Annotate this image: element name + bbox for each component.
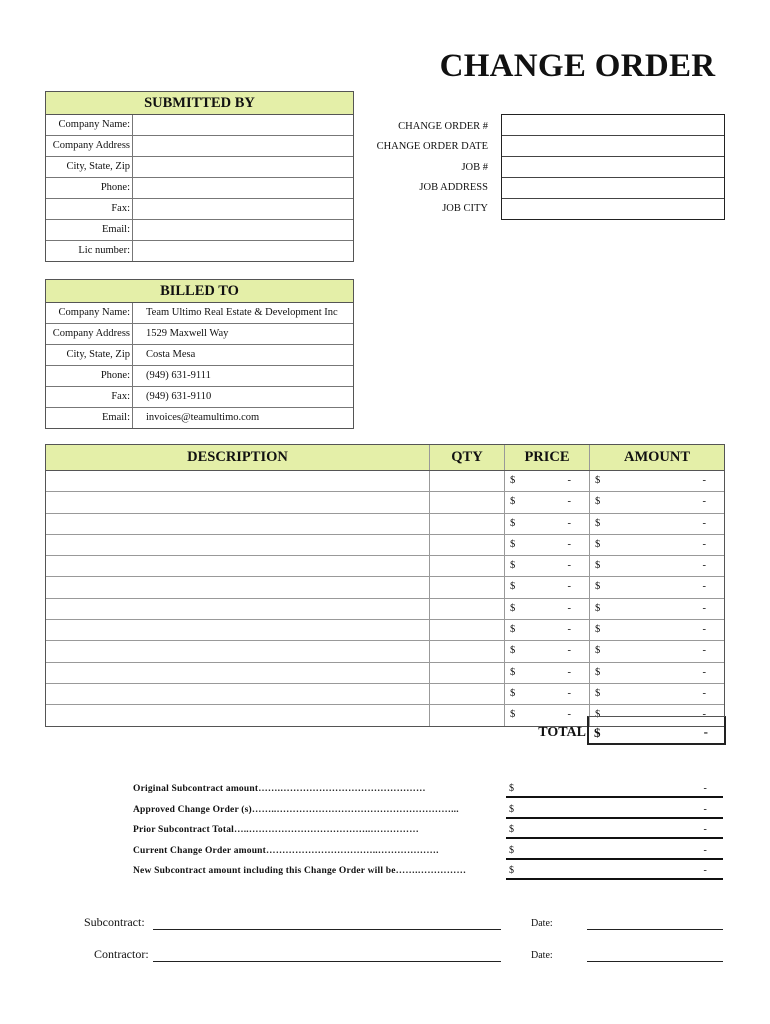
job-city-field[interactable] — [502, 199, 724, 219]
currency-symbol: $ — [510, 709, 516, 721]
job-address-field[interactable] — [502, 178, 724, 199]
amount-value: - — [702, 602, 706, 614]
currency-symbol: $ — [510, 602, 516, 614]
currency-symbol: $ — [595, 602, 601, 614]
qty-cell[interactable] — [430, 663, 505, 683]
qty-cell[interactable] — [430, 492, 505, 512]
field-label: Email: — [46, 220, 133, 240]
price-cell[interactable] — [505, 535, 590, 555]
qty-cell[interactable] — [430, 556, 505, 576]
summary-row — [133, 801, 723, 821]
price-value: - — [567, 687, 571, 699]
submitted-by-table — [45, 91, 354, 262]
subcontract-signature-line[interactable] — [153, 929, 501, 930]
currency-symbol: $ — [509, 845, 515, 856]
amount-value: - — [702, 517, 706, 529]
line-item-row — [46, 514, 724, 535]
description-cell[interactable] — [46, 599, 430, 619]
price-value: - — [567, 581, 571, 593]
currency-symbol: $ — [594, 725, 601, 740]
summary-value-field[interactable] — [506, 862, 723, 880]
description-cell[interactable] — [46, 705, 430, 725]
field-label: Lic number: — [46, 241, 133, 261]
currency-symbol: $ — [510, 475, 516, 486]
total-label: TOTAL — [538, 725, 586, 740]
currency-symbol: $ — [595, 475, 601, 486]
description-cell[interactable] — [46, 471, 430, 491]
summary-value: - — [703, 804, 707, 815]
description-cell[interactable] — [46, 492, 430, 512]
line-item-row — [46, 641, 724, 662]
line-item-row — [46, 556, 724, 577]
description-cell[interactable] — [46, 577, 430, 597]
change-order-date-field[interactable] — [502, 136, 724, 157]
phone-field[interactable] — [133, 178, 353, 198]
total-value: - — [703, 724, 708, 739]
currency-symbol: $ — [509, 824, 515, 835]
summary-label: Original Subcontract amount…….……………………………………… — [133, 784, 426, 794]
city-state-zip-field[interactable] — [133, 157, 353, 177]
summary-value-field[interactable] — [506, 842, 723, 860]
subcontract-signature-label: Subcontract: — [84, 915, 145, 929]
amount-cell — [590, 620, 724, 640]
field-label: Company Address — [46, 324, 133, 344]
qty-cell[interactable] — [430, 535, 505, 555]
billed-to-row — [46, 387, 353, 408]
amount-value: - — [702, 581, 706, 593]
currency-symbol: $ — [595, 538, 601, 550]
amount-cell — [590, 492, 724, 512]
billed-to-row — [46, 366, 353, 387]
field-label: City, State, Zip — [46, 157, 133, 177]
amount-cell — [590, 684, 724, 704]
qty-cell[interactable] — [430, 577, 505, 597]
change-order-number-label: CHANGE ORDER # — [398, 121, 488, 132]
company-address-field[interactable] — [133, 136, 353, 156]
currency-symbol: $ — [510, 517, 516, 529]
summary-row — [133, 842, 723, 862]
currency-symbol: $ — [509, 783, 515, 794]
description-cell[interactable] — [46, 514, 430, 534]
amount-cell — [590, 641, 724, 661]
price-value: - — [567, 517, 571, 529]
amount-value: - — [702, 538, 706, 550]
city-state-zip-value[interactable]: Costa Mesa — [146, 349, 196, 360]
billed-to-row — [46, 345, 353, 366]
company-name-value[interactable]: Team Ultimo Real Estate & Development Inc — [146, 307, 338, 318]
field-label: Fax: — [46, 387, 133, 407]
currency-symbol: $ — [510, 666, 516, 678]
currency-symbol: $ — [509, 804, 515, 815]
line-item-row — [46, 663, 724, 684]
billed-to-row — [46, 408, 353, 428]
amount-cell — [590, 514, 724, 534]
summary-value: - — [703, 865, 707, 876]
line-item-row — [46, 620, 724, 641]
description-cell[interactable] — [46, 556, 430, 576]
line-item-row — [46, 684, 724, 705]
job-number-label: JOB # — [461, 162, 488, 173]
description-cell[interactable] — [46, 663, 430, 683]
phone-value[interactable]: (949) 631-9111 — [146, 370, 211, 381]
summary-value: - — [703, 783, 707, 794]
lic-number-field[interactable] — [133, 241, 353, 261]
price-value: - — [567, 645, 571, 657]
summary-value: - — [703, 845, 707, 856]
price-cell[interactable] — [505, 471, 590, 491]
field-label: Phone: — [46, 178, 133, 198]
fax-value[interactable]: (949) 631-9110 — [146, 391, 212, 402]
submitted-by-row — [46, 241, 353, 261]
total-value-box — [587, 716, 726, 745]
field-label: Company Name: — [46, 303, 133, 323]
description-column-header: DESCRIPTION — [46, 445, 430, 470]
change-order-number-field[interactable] — [502, 115, 724, 136]
price-cell[interactable] — [505, 514, 590, 534]
price-value: - — [567, 624, 571, 636]
currency-symbol: $ — [595, 645, 601, 657]
email-value[interactable]: invoices@teamultimo.com — [146, 412, 260, 423]
price-cell[interactable] — [505, 599, 590, 619]
currency-symbol: $ — [510, 581, 516, 593]
summary-label: Prior Subcontract Total…..………………………………..…………… — [133, 825, 419, 835]
submitted-by-row — [46, 178, 353, 199]
price-cell[interactable] — [505, 705, 590, 725]
currency-symbol: $ — [510, 496, 516, 508]
contractor-signature-line[interactable] — [153, 961, 501, 962]
price-value: - — [567, 475, 571, 486]
qty-cell[interactable] — [430, 684, 505, 704]
amount-cell — [590, 577, 724, 597]
line-items-body — [46, 471, 724, 726]
submitted-by-header: SUBMITTED BY — [46, 92, 353, 115]
summary-label: Current Change Order amount……………………………..………………. — [133, 846, 439, 856]
summary-row — [133, 821, 723, 841]
contractor-signature-label: Contractor: — [94, 947, 149, 961]
page-title: CHANGE ORDER — [439, 48, 716, 84]
amount-value: - — [702, 496, 706, 508]
submitted-by-row — [46, 199, 353, 220]
amount-value: - — [702, 666, 706, 678]
company-name-field[interactable] — [133, 115, 353, 135]
billed-to-header: BILLED TO — [46, 280, 353, 303]
subcontract-date-label: Date: — [531, 918, 553, 929]
summary-row — [133, 780, 723, 800]
price-cell[interactable] — [505, 492, 590, 512]
currency-symbol: $ — [510, 560, 516, 572]
billed-to-row — [46, 303, 353, 324]
currency-symbol: $ — [509, 865, 515, 876]
price-cell[interactable] — [505, 620, 590, 640]
summary-value-field[interactable] — [506, 821, 723, 839]
qty-cell[interactable] — [430, 471, 505, 491]
price-value: - — [567, 709, 571, 721]
summary-label: New Subcontract amount including this Change Order will be…….…………… — [133, 866, 467, 876]
price-cell[interactable] — [505, 556, 590, 576]
currency-symbol: $ — [595, 560, 601, 572]
change-order-info-box — [501, 114, 725, 220]
amount-value: - — [702, 709, 706, 721]
description-cell[interactable] — [46, 641, 430, 661]
currency-symbol: $ — [595, 687, 601, 699]
line-items-header — [46, 445, 724, 471]
description-cell[interactable] — [46, 684, 430, 704]
line-item-row — [46, 577, 724, 598]
submitted-by-row — [46, 136, 353, 157]
line-item-row — [46, 471, 724, 492]
price-cell[interactable] — [505, 577, 590, 597]
subcontract-date-line[interactable] — [587, 929, 723, 930]
amount-cell — [590, 471, 724, 491]
price-cell[interactable] — [505, 641, 590, 661]
field-label: Fax: — [46, 199, 133, 219]
summary-row — [133, 862, 723, 882]
field-label: Company Name: — [46, 115, 133, 135]
currency-symbol: $ — [510, 538, 516, 550]
summary-value: - — [703, 824, 707, 835]
price-value: - — [567, 560, 571, 572]
change-order-date-label: CHANGE ORDER DATE — [376, 141, 488, 152]
price-value: - — [567, 602, 571, 614]
price-value: - — [567, 666, 571, 678]
price-value: - — [567, 496, 571, 508]
summary-label: Approved Change Order (s)……..………………………………………………... — [133, 805, 459, 815]
price-column-header: PRICE — [505, 445, 590, 470]
qty-cell[interactable] — [430, 641, 505, 661]
line-item-row — [46, 599, 724, 620]
email-field[interactable] — [133, 220, 353, 240]
amount-cell — [590, 535, 724, 555]
amount-value: - — [702, 687, 706, 699]
summary-value-field[interactable] — [506, 801, 723, 819]
amount-value: - — [702, 645, 706, 657]
qty-cell[interactable] — [430, 599, 505, 619]
description-cell[interactable] — [46, 535, 430, 555]
summary-value-field[interactable] — [506, 780, 723, 798]
job-city-label: JOB CITY — [442, 203, 488, 214]
qty-cell[interactable] — [430, 514, 505, 534]
billed-to-row — [46, 324, 353, 345]
contractor-date-line[interactable] — [587, 961, 723, 962]
amount-cell — [590, 599, 724, 619]
amount-cell — [590, 556, 724, 576]
qty-column-header: QTY — [430, 445, 505, 470]
submitted-by-row — [46, 157, 353, 178]
amount-value: - — [702, 475, 706, 486]
line-item-row — [46, 492, 724, 513]
fax-field[interactable] — [133, 199, 353, 219]
billed-to-table — [45, 279, 354, 429]
currency-symbol: $ — [595, 624, 601, 636]
currency-symbol: $ — [595, 581, 601, 593]
amount-value: - — [702, 624, 706, 636]
qty-cell[interactable] — [430, 620, 505, 640]
currency-symbol: $ — [595, 666, 601, 678]
amount-column-header: AMOUNT — [623, 449, 691, 465]
job-number-field[interactable] — [502, 157, 724, 178]
line-items-table — [45, 444, 725, 727]
currency-symbol: $ — [510, 624, 516, 636]
currency-symbol: $ — [595, 496, 601, 508]
qty-cell[interactable] — [430, 705, 505, 725]
line-item-row — [46, 535, 724, 556]
currency-symbol: $ — [595, 709, 601, 721]
job-address-label: JOB ADDRESS — [419, 182, 488, 193]
company-address-value[interactable]: 1529 Maxwell Way — [146, 328, 229, 339]
field-label: Phone: — [46, 366, 133, 386]
submitted-by-row — [46, 220, 353, 241]
description-cell[interactable] — [46, 620, 430, 640]
submitted-by-row — [46, 115, 353, 136]
price-cell[interactable] — [505, 684, 590, 704]
price-value: - — [567, 538, 571, 550]
field-label: City, State, Zip — [46, 345, 133, 365]
amount-cell — [590, 663, 724, 683]
field-label: Company Address — [46, 136, 133, 156]
currency-symbol: $ — [595, 517, 601, 529]
amount-value: - — [702, 560, 706, 572]
currency-symbol: $ — [510, 687, 516, 699]
contractor-date-label: Date: — [531, 950, 553, 961]
price-cell[interactable] — [505, 663, 590, 683]
field-label: Email: — [46, 408, 133, 428]
currency-symbol: $ — [510, 645, 516, 657]
